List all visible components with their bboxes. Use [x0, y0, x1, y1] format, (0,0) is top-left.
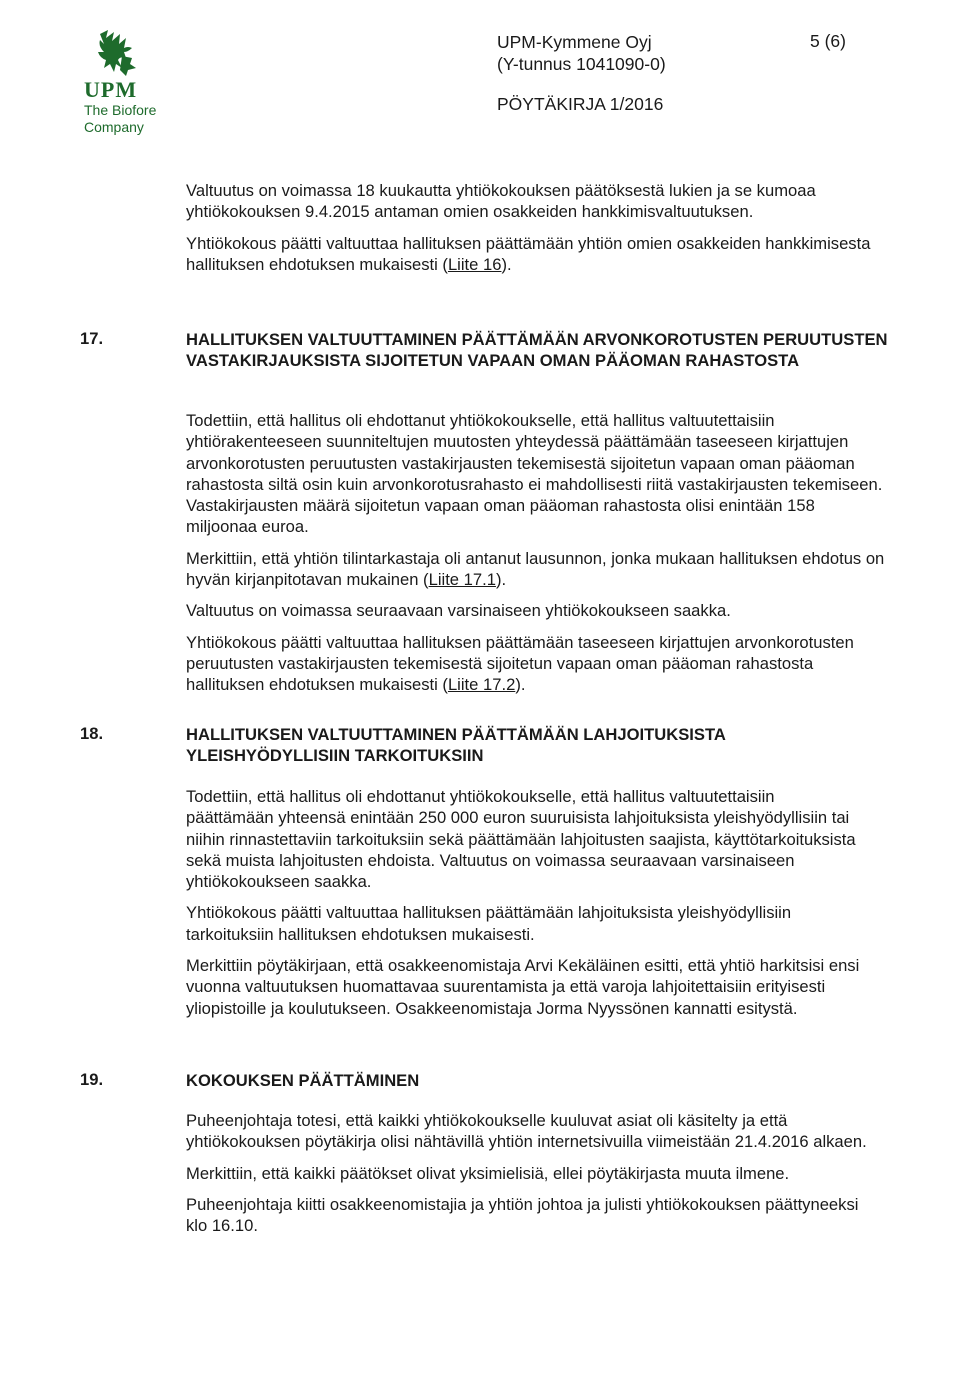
appendix-link-17-1[interactable]: Liite 17.1 — [428, 570, 496, 590]
section-17-paragraph-1: Todettiin, että hallitus oli ehdottanut yhtiökokoukselle, että hallitus valtuutettaisiin yhtiörakenteeseen suunniteltujen muutosten yhteydessä päättämään taseeseen kirjattujen arvonkorotusten peruutusten vastakirjausten tekemisestä sijoitetun vapaan oman pääoman rahastosta siltä osin kuin arvonkorotusrahasto ei mahdollisesti riitä vastakirjausten tekemiseen. Vastakirjausten määrä sijoitetun vapaan oman pääoman rahastosta olisi enintään 158 miljoonaa euroa. — [186, 411, 883, 537]
section-19-body — [186, 1110, 876, 1236]
s17-p2-end: ). — [495, 570, 507, 590]
intro-paragraph-1: Valtuutus on voimassa 18 kuukautta yhtiökokouksen päätöksestä lukien ja se kumoaa yhtiökokouksen 9.4.2015 antaman omien osakkeiden hankkimisvaltuutuksen. — [186, 181, 816, 222]
section-17-paragraph-4 — [186, 632, 886, 696]
section-18-title: HALLITUKSEN VALTUUTTAMINEN PÄÄTTÄMÄÄN LAHJOITUKSISTA YLEISHYÖDYLLISIIN TARKOITUKSIIN — [186, 725, 726, 766]
section-19-paragraph-3: Puheenjohtaja kiitti osakkeenomistajia ja yhtiön johtoa ja julisti yhtiökokouksen päättyneeksi klo 16.10. — [186, 1194, 859, 1236]
page-number: 5 (6) — [810, 31, 846, 51]
section-17-number: 17. — [80, 329, 104, 348]
business-id: (Y-tunnus 1041090-0) — [497, 54, 666, 74]
section-18-paragraph-2: Yhtiökokous päätti valtuuttaa hallituksen päättämään lahjoituksista yleishyödyllisiin tarkoituksiin hallituksen ehdotuksen mukaisesti. — [186, 903, 792, 944]
intro-paragraph-2 — [186, 233, 886, 276]
section-18-body — [186, 786, 866, 1019]
section-17-body — [186, 410, 886, 696]
logo-tagline-line1: The Biofore — [84, 102, 157, 118]
intro-p2-end: ). — [501, 254, 512, 274]
document-header — [497, 31, 666, 115]
section-17-paragraph-2 — [186, 548, 886, 591]
section-19-number: 19. — [80, 1070, 104, 1089]
griffin-icon — [92, 28, 142, 78]
company-name: UPM-Kymmene Oyj — [497, 32, 652, 52]
section-18-number: 18. — [80, 724, 104, 743]
document-title: PÖYTÄKIRJA 1/2016 — [497, 94, 664, 114]
s17-p4-text: Yhtiökokous päätti valtuuttaa hallituksen päättämään taseeseen kirjattujen arvonkorotusten peruutusten vastakirjausten tekemisestä sijoitetun vapaan oman pääoman rahastosta hallituksen ehdotuksen mukaisesti ( — [186, 632, 854, 695]
appendix-link-16[interactable]: Liite 16 — [447, 254, 502, 274]
appendix-link-17-2[interactable]: Liite 17.2 — [447, 675, 516, 695]
section-18-paragraph-3: Merkittiin pöytäkirjaan, että osakkeenomistaja Arvi Kekäläinen esitti, että yhtiö harkitsisi ensi vuonna valtuutuksen huomattavaa suurentamista ja että varoja lahjoitettaisiin erityisesti yliopistoille ja koulutukseen. Osakkeenomistaja Jorma Nyyssönen kannatti esitystä. — [186, 956, 860, 1018]
intro-block — [186, 180, 886, 275]
section-19-paragraph-2: Merkittiin, että kaikki päätökset olivat yksimielisiä, ellei pöytäkirjasta muuta ilmene. — [186, 1163, 790, 1183]
intro-p2-text: Yhtiökokous päätti valtuuttaa hallituksen päättämään yhtiön omien osakkeiden hankkimisesta hallituksen ehdotuksen mukaisesti ( — [186, 233, 871, 274]
s17-p2-text: Merkittiin, että yhtiön tilintarkastaja oli antanut lausunnon, jonka mukaan hallituksen ehdotus on hyvän kirjanpitotavan mukainen ( — [186, 548, 885, 590]
company-logo — [84, 28, 184, 136]
section-17-paragraph-3: Valtuutus on voimassa seuraavaan varsinaiseen yhtiökokoukseen saakka. — [186, 601, 731, 621]
logo-tagline-line2: Company — [84, 119, 144, 135]
logo-wordmark: UPM — [84, 77, 138, 102]
s17-p4-end: ). — [515, 675, 526, 695]
section-19-paragraph-1: Puheenjohtaja totesi, että kaikki yhtiökokoukselle kuuluvat asiat oli käsitelty ja että yhtiökokouksen pöytäkirja olisi nähtävillä yhtiön internetsivuilla viimeistään 21.4.2016 alkaen. — [186, 1111, 867, 1152]
section-18-paragraph-1: Todettiin, että hallitus oli ehdottanut yhtiökokoukselle, että hallitus valtuutettaisiin päättämään yhteensä enintään 250 000 euron suuruisista lahjoituksista yleishyödyllisiin tai niihin rinnastettaviin tarkoituksiin sekä päättämään lahjoitusten saajista, käyttötarkoituksista sekä muista lahjoitusten ehdoista. Valtuutus on voimassa seuraavaan varsinaiseen yhtiökokoukseen saakka. — [186, 787, 856, 892]
section-17-title: HALLITUKSEN VALTUUTTAMINEN PÄÄTTÄMÄÄN ARVONKOROTUSTEN PERUUTUSTEN VASTAKIRJAUKSISTA SIJOITETUN VAPAAN OMAN PÄÄOMAN RAHASTOSTA — [186, 330, 888, 371]
section-19-title: KOKOUKSEN PÄÄTTÄMINEN — [186, 1071, 420, 1090]
